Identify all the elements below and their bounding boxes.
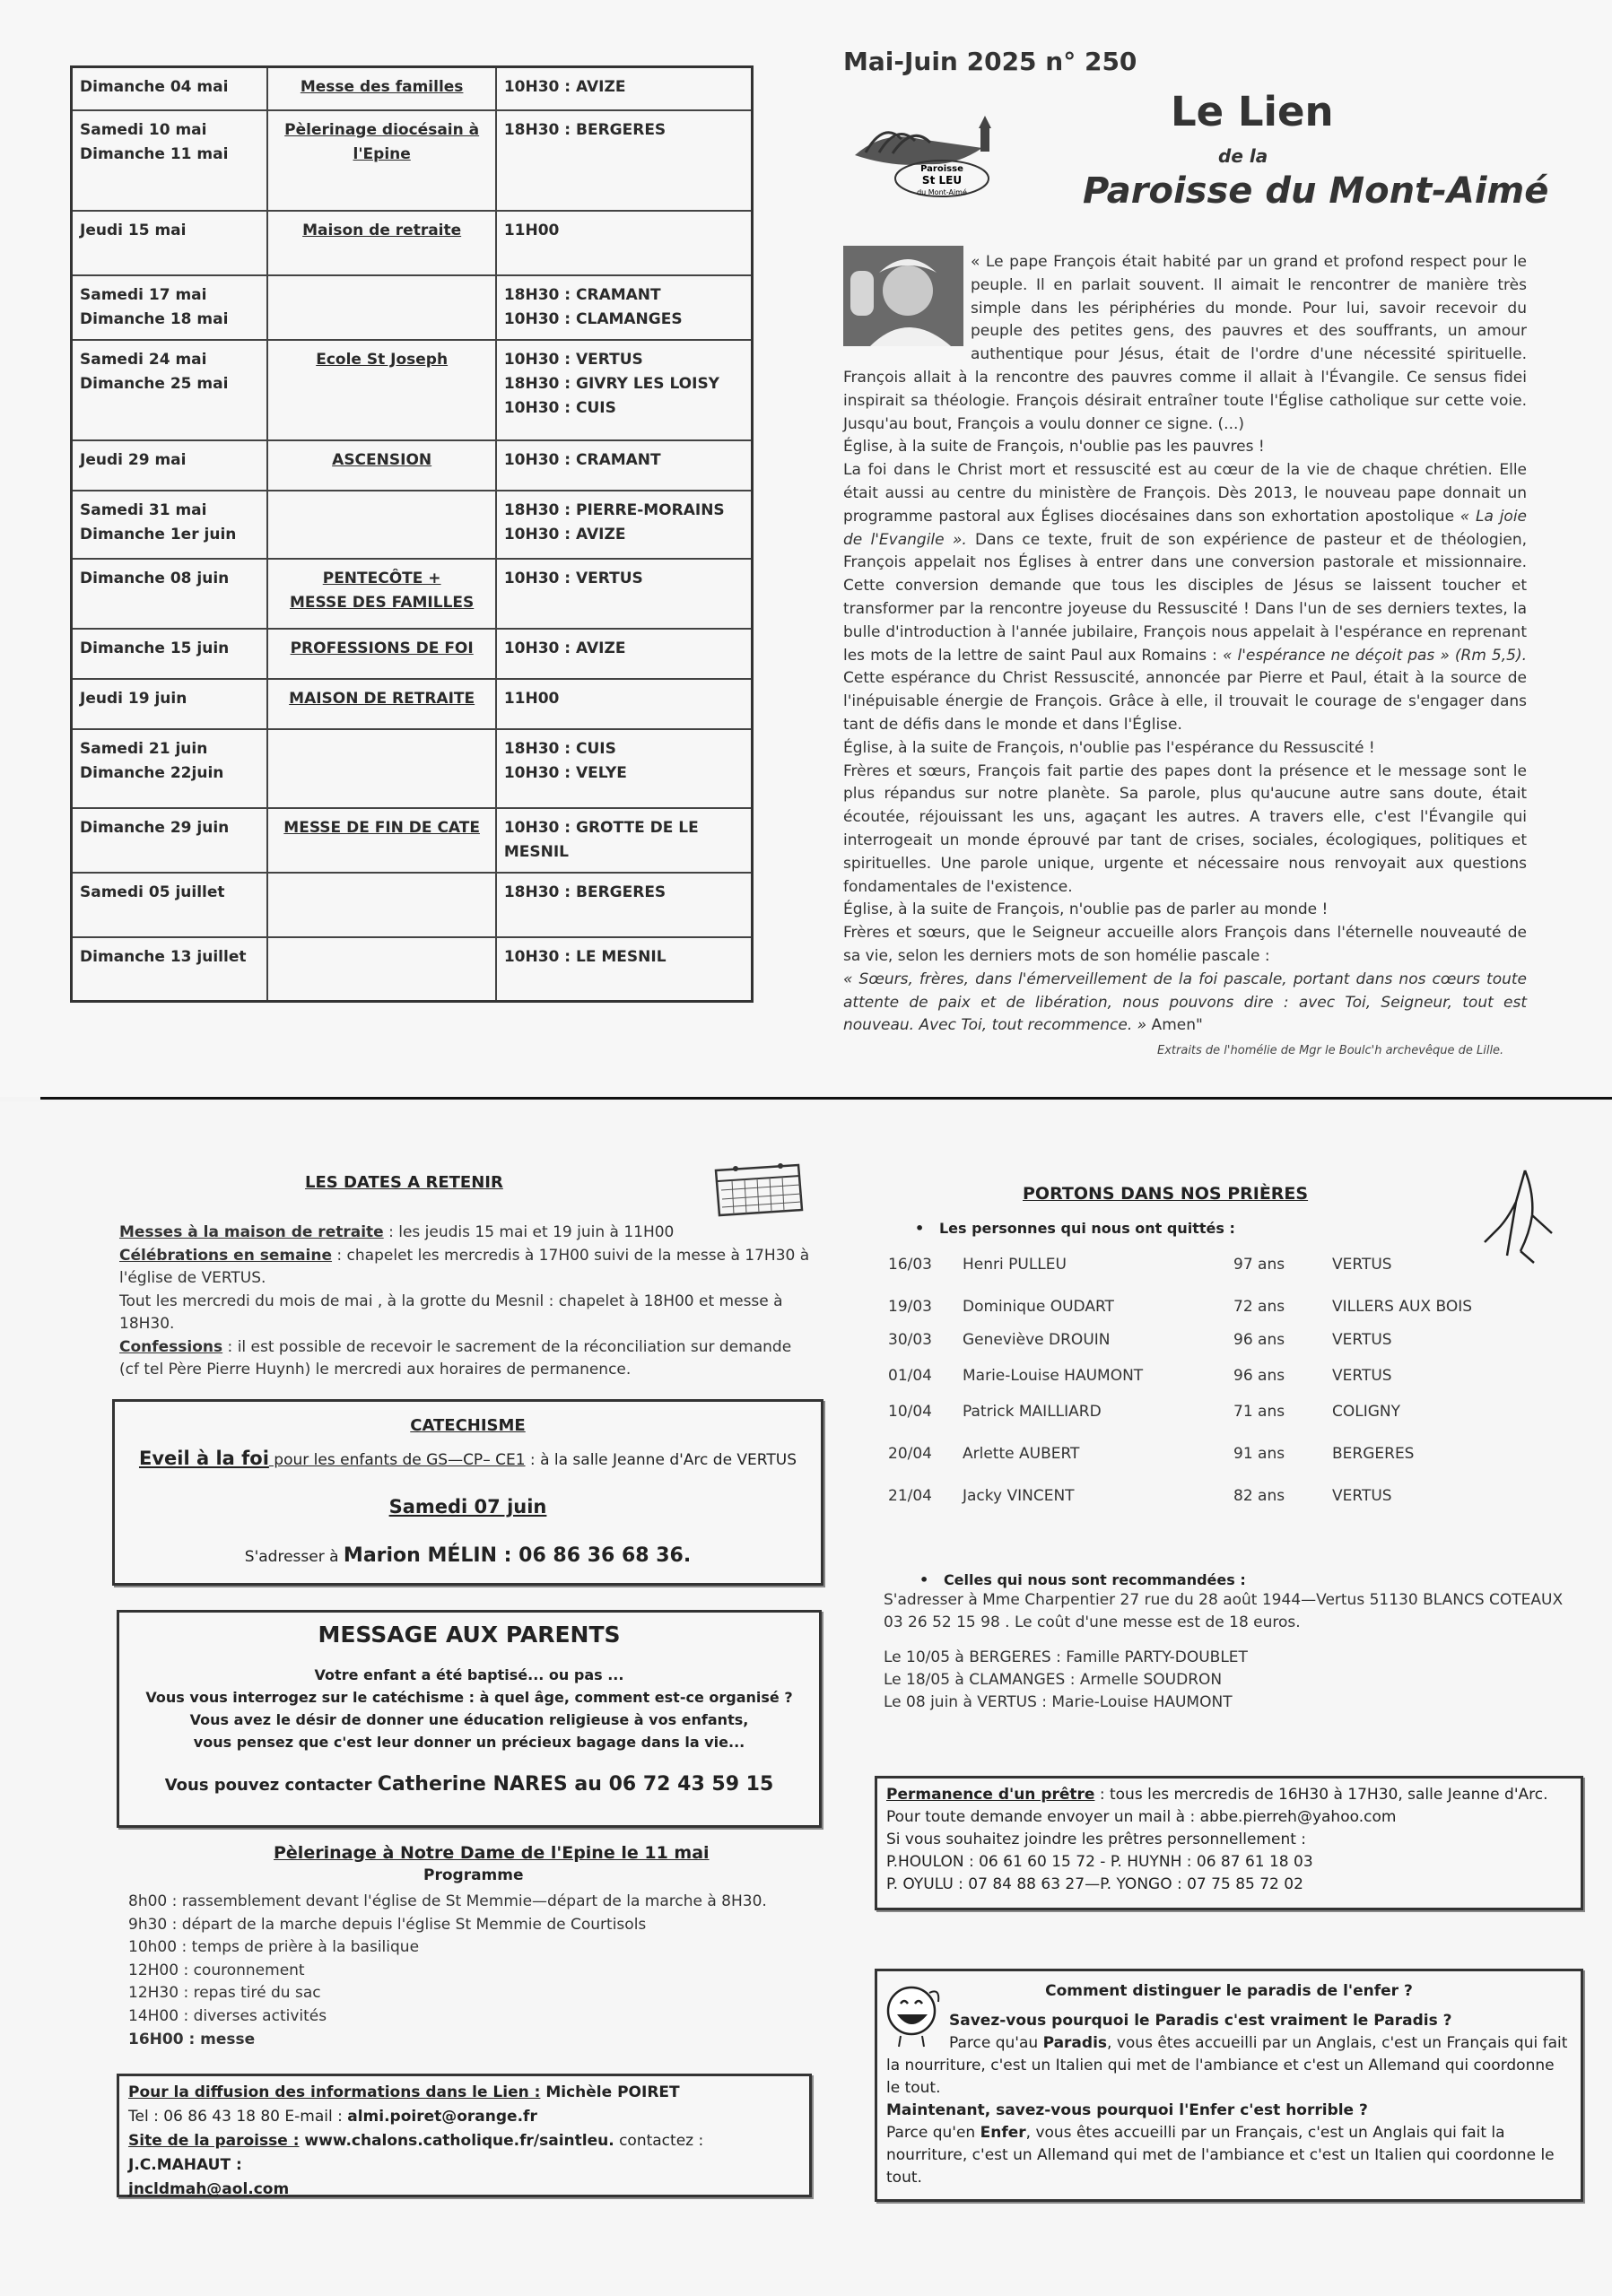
joke-a1-pre: Parce qu'au: [949, 2034, 1043, 2052]
msg-line: Vous avez le désir de donner une éducation religieuse à vos enfants,: [189, 1711, 749, 1728]
logo-text-2: St LEU: [921, 174, 963, 187]
death-row: [888, 1403, 1516, 1426]
schedule-event: [267, 729, 495, 808]
perm-text: : tous les mercredis de 16H30 à 17H30, salle Jeanne d'Arc.: [1094, 1786, 1548, 1804]
schedule-event: [267, 440, 495, 491]
death-age: 97 ans: [1233, 1256, 1285, 1274]
cate-date: Samedi 07 juin: [388, 1496, 547, 1518]
joke-a2-pre: Parce qu'en: [886, 2124, 980, 2142]
reco-item: Le 18/05 à CLAMANGES : Armelle SOUDRON: [884, 1671, 1223, 1689]
article-p8b: Amen": [1146, 1016, 1203, 1035]
death-place: VERTUS: [1332, 1487, 1392, 1505]
schedule-mass-line: 11H00: [503, 689, 560, 708]
schedule-event-line: Pèlerinage diocésain à: [284, 120, 480, 139]
diff-name: Michèle POIRET: [540, 2083, 680, 2101]
dates-l1-label: Messes à la maison de retraite: [119, 1223, 384, 1241]
death-place: VILLERS AUX BOIS: [1332, 1298, 1473, 1316]
schedule-row: [72, 808, 753, 873]
schedule-mass: [496, 729, 753, 808]
praying-hands-icon: [1480, 1166, 1561, 1265]
schedule-row: [72, 275, 753, 340]
schedule-mass-line: 18H30 : CUIS: [503, 739, 616, 758]
schedule-mass: [496, 340, 753, 440]
death-name: Arlette AUBERT: [963, 1445, 1080, 1463]
schedule-day: [72, 937, 268, 1002]
diffusion-box: [117, 2074, 812, 2197]
pel-item-last: 16H00 : messe: [128, 2030, 256, 2048]
dates-l2-text: : chapelet les mercredis à 17H00 suivi de la messe à 17H30 à l'église de VERTUS.: [119, 1246, 810, 1287]
schedule-day-line: Samedi 31 mai: [80, 500, 207, 519]
title-de-la: de la: [1218, 145, 1268, 167]
pel-item: 14H00 : diverses activités: [128, 2006, 327, 2025]
homily-article: [843, 251, 1527, 1038]
reco-item: Le 10/05 à BERGERES : Famille PARTY-DOUBLET: [884, 1648, 1248, 1666]
dates-l4-text: : il est possible de recevoir le sacrement de la réconciliation sur demande (cf tel Père Pierre Huynh) le mercredi aux horaires de permanence.: [119, 1337, 792, 1378]
prieres-title: PORTONS DANS NOS PRIÈRES: [1023, 1184, 1309, 1204]
msg-line: vous pensez que c'est leur donner un précieux bagage dans la vie...: [193, 1734, 745, 1751]
msg-title: MESSAGE AUX PARENTS: [318, 1622, 621, 1648]
cate-contact-pre: S'adresser à: [244, 1548, 344, 1566]
schedule-day-line: Samedi 21 juin: [80, 739, 208, 758]
schedule-day-line: Dimanche 1er juin: [80, 525, 237, 544]
article-p1: « Le pape François était habité par un grand et profond respect pour le peuple. Il en parlait souvent. Il aimait le rencontrer de manière très simple dans les périphéries du monde. Pour lui, savoir recevoir du peuple des petites gens, des pauvres et des souffrants, un amour authentique pour Jésus, était de l'ordre d'une nécessité spirituelle. François allait à la rencontre des pauvres comme il allait à l'Évangile. Ce sensus fidei inspirait sa théologie. François désirait entraîner toute l'Église catholique sur cette voie. Jusqu'au bout, François a voulu donner ce signe. (...): [843, 253, 1527, 433]
title-paroisse: Paroisse du Mont-Aimé: [1083, 170, 1549, 212]
schedule-day: [72, 729, 268, 808]
schedule-mass-line: 10H30 : VERTUS: [503, 569, 643, 587]
pelerinage-subtitle: Programme: [423, 1866, 524, 1884]
joke-a1-rest: , vous êtes accueilli par un Anglais, c'est un Français qui fait la nourriture, c'est un Italien qui met de l'ambiance et c'est un Allemand qui coordonne le tout.: [886, 2034, 1568, 2097]
article-credit: Extraits de l'homélie de Mgr le Boulc'h archevêque de Lille.: [1157, 1044, 1504, 1057]
schedule-day: [72, 275, 268, 340]
schedule-mass-line: 10H30 : AVIZE: [503, 639, 626, 657]
schedule-mass: [496, 440, 753, 491]
death-row: [888, 1298, 1516, 1321]
death-row: [888, 1367, 1516, 1390]
joke-a2-rest: , vous êtes accueilli par un Français, c'est un Anglais qui fait la nourriture, c'est un Allemand qui met de l'ambiance et c'est un Italien qui coordonne le tout.: [886, 2124, 1555, 2187]
schedule-event-line: MAISON DE RETRAITE: [289, 689, 475, 708]
reco-item: Le 08 juin à VERTUS : Marie-Louise HAUMONT: [884, 1693, 1233, 1711]
schedule-mass: [496, 679, 753, 729]
schedule-event: [267, 629, 495, 679]
article-p3b: « La joie de l'Evangile ».: [843, 507, 1527, 549]
schedule-event-line: MESSE DE FIN DE CATE: [283, 818, 480, 837]
article-p5: Frères et sœurs, François fait partie des papes dont la présence et le message sont le plus répandus sur notre planète. Sa parole, plus qu'aucune autre sans doute, était écoutée, réjouissant les uns, agaçant les autres. A travers elle, c'est l'Évangile qui interrogeait un monde éprouvé par tant de crises, sociales, écologiques, politiques et spirituelles. Une parole unique, urgente et nécessaire nous renvoyait aux questions fondamentales de l'existence.: [843, 761, 1527, 896]
death-age: 82 ans: [1233, 1487, 1285, 1505]
death-place: VERTUS: [1332, 1256, 1392, 1274]
quitte-heading: • Les personnes qui nous ont quittés :: [915, 1220, 1235, 1237]
schedule-day-line: Samedi 17 mai: [80, 285, 207, 304]
schedule-day: [72, 873, 268, 937]
schedule-event-line: MESSE DES FAMILLES: [290, 593, 475, 612]
joke-q2: Maintenant, savez-vous pourquoi l'Enfer c'est horrible ?: [886, 2101, 1368, 2119]
schedule-event-line: Maison de retraite: [302, 221, 462, 239]
schedule-mass-line: 10H30 : VERTUS: [503, 350, 643, 369]
death-date: 21/04: [888, 1487, 932, 1505]
schedule-row: [72, 937, 753, 1002]
contact-mail[interactable]: jncldmah@aol.com: [128, 2180, 290, 2198]
article-p3e: Cette espérance du Christ Ressuscité, annoncée par Pierre et Paul, était à la source de l'inépuisable énergie de François. Grâce à elle, il trouvait le courage de s'engager dans tant de défis dans le monde et dans l'Église.: [843, 669, 1527, 734]
schedule-day-line: Samedi 10 mai: [80, 120, 207, 139]
schedule-row: [72, 729, 753, 808]
pelerinage-title: Pèlerinage à Notre Dame de l'Epine le 11 mai: [274, 1843, 710, 1863]
schedule-event: [267, 67, 495, 110]
article-p4: Église, à la suite de François, n'oublie pas l'espérance du Ressuscité !: [843, 738, 1375, 757]
schedule-mass-line: 10H30 : AVIZE: [503, 525, 626, 544]
schedule-day: [72, 340, 268, 440]
article-p7: Frères et sœurs, que le Seigneur accueille alors François dans l'éternelle nouveauté de sa vie, selon les derniers mots de son homélie pascale :: [843, 924, 1527, 965]
logo-text-1: Paroisse: [920, 164, 963, 174]
schedule-mass-line: 10H30 : VELYE: [503, 763, 627, 782]
site-label: Site de la paroisse :: [128, 2132, 300, 2150]
schedule-row: [72, 679, 753, 729]
joke-a1-bold: Paradis: [1042, 2034, 1108, 2052]
issue-number: Mai-Juin 2025 n° 250: [843, 47, 1137, 76]
schedule-mass-line: 18H30 : BERGERES: [503, 883, 667, 901]
perm-label: Permanence d'un prêtre: [886, 1786, 1095, 1804]
schedule-event: [267, 491, 495, 559]
schedule-row: [72, 440, 753, 491]
schedule-event: [267, 110, 495, 211]
schedule-event: [267, 275, 495, 340]
schedule-day: [72, 808, 268, 873]
schedule-day-line: Dimanche 11 mai: [80, 144, 229, 163]
article-p2: Église, à la suite de François, n'oublie pas les pauvres !: [843, 438, 1265, 457]
death-row: [888, 1331, 1516, 1354]
perm-line: P. OYULU : 07 84 88 63 27—P. YONGO : 07 75 85 72 02: [886, 1875, 1303, 1893]
death-place: COLIGNY: [1332, 1403, 1401, 1421]
cate-contact-name: Marion MÉLIN : 06 86 36 68 36.: [343, 1544, 692, 1567]
title-le-lien: Le Lien: [1171, 88, 1334, 135]
schedule-mass: [496, 937, 753, 1002]
death-name: Dominique OUDART: [963, 1298, 1114, 1316]
death-place: VERTUS: [1332, 1331, 1392, 1349]
calendar-icon: [709, 1161, 807, 1217]
article-p8: « Sœurs, frères, dans l'émerveillement de la foi pascale, portant dans nos cœurs toute attente de paix et de libération, nous pouvons dire : avec Toi, Seigneur, tout est nouveau. Avec Toi, tout recommence. »: [843, 970, 1527, 1035]
permanence-box: [875, 1776, 1583, 1910]
schedule-mass-line: 18H30 : GIVRY LES LOISY: [503, 374, 719, 393]
schedule-mass: [496, 211, 753, 275]
pope-photo-icon: [843, 246, 963, 346]
death-date: 19/03: [888, 1298, 932, 1316]
site-contact-name: J.C.MAHAUT :: [128, 2156, 242, 2174]
schedule-day: [72, 440, 268, 491]
reco-heading: • Celles qui nous sont recommandées :: [919, 1571, 1246, 1588]
dates-block: [119, 1222, 810, 1382]
top-page: [0, 0, 1612, 1097]
pel-item: 10h00 : temps de prière à la basilique: [128, 1938, 420, 1957]
death-row: [888, 1487, 1516, 1510]
death-age: 96 ans: [1233, 1331, 1285, 1349]
cate-place: : à la salle Jeanne d'Arc de VERTUS: [525, 1451, 797, 1469]
schedule-day-line: Jeudi 29 mai: [80, 450, 187, 469]
schedule-mass: [496, 110, 753, 211]
schedule-day: [72, 629, 268, 679]
msg-line: Votre enfant a été baptisé... ou pas ...: [314, 1666, 624, 1683]
schedule-day-line: Samedi 24 mai: [80, 350, 207, 369]
schedule-day-line: Dimanche 18 mai: [80, 309, 229, 328]
schedule-mass-line: 10H30 : CRAMANT: [503, 450, 661, 469]
schedule-table: [70, 65, 754, 1003]
schedule-day-line: Dimanche 15 juin: [80, 639, 230, 657]
joke-q1: Savez-vous pourquoi le Paradis c'est vraiment le Paradis ?: [949, 2012, 1452, 2030]
death-name: Henri PULLEU: [963, 1256, 1067, 1274]
schedule-event: [267, 211, 495, 275]
schedule-mass-line: 18H30 : BERGERES: [503, 120, 667, 139]
schedule-day-line: Dimanche 29 juin: [80, 818, 230, 837]
schedule-mass-line: 18H30 : CRAMANT: [503, 285, 661, 304]
dates-title: LES DATES A RETENIR: [305, 1173, 503, 1192]
perm-line: Pour toute demande envoyer un mail à : abbe.pierreh@yahoo.com: [886, 1808, 1397, 1826]
schedule-row: [72, 340, 753, 440]
schedule-mass-line: 10H30 : GROTTE DE LE MESNIL: [503, 818, 699, 861]
schedule-mass-line: 10H30 : CUIS: [503, 398, 616, 417]
schedule-event: [267, 808, 495, 873]
schedule-event: [267, 873, 495, 937]
schedule-row: [72, 110, 753, 211]
schedule-mass-line: 10H30 : AVIZE: [503, 78, 626, 96]
pel-item: 8h00 : rassemblement devant l'église de St Memmie—départ de la marche à 8H30.: [128, 1892, 767, 1910]
schedule-mass: [496, 629, 753, 679]
schedule-event-line: l'Epine: [353, 144, 411, 163]
schedule-day: [72, 211, 268, 275]
pel-item: 12H30 : repas tiré du sac: [128, 1984, 321, 2003]
schedule-event-line: Messe des familles: [300, 78, 464, 96]
schedule-day: [72, 491, 268, 559]
death-place: VERTUS: [1332, 1367, 1392, 1385]
article-p6: Église, à la suite de François, n'oublie pas de parler au monde !: [843, 900, 1329, 919]
schedule-row: [72, 873, 753, 937]
schedule-day-line: Jeudi 19 juin: [80, 689, 187, 708]
death-age: 96 ans: [1233, 1367, 1285, 1385]
reco-block: [884, 1589, 1574, 1714]
schedule-row: [72, 559, 753, 629]
pel-item: 12H00 : couronnement: [128, 1961, 305, 1979]
perm-line: P.HOULON : 06 61 60 15 72 - P. HUYNH : 06 87 61 18 03: [886, 1853, 1313, 1871]
schedule-mass-line: 10H30 : CLAMANGES: [503, 309, 683, 328]
schedule-row: [72, 67, 753, 110]
death-date: 30/03: [888, 1331, 932, 1349]
death-name: Jacky VINCENT: [963, 1487, 1075, 1505]
schedule-day: [72, 559, 268, 629]
schedule-day: [72, 679, 268, 729]
death-name: Patrick MAILLIARD: [963, 1403, 1102, 1421]
joke-a2-bold: Enfer: [980, 2124, 1026, 2142]
article-p3a: La foi dans le Christ mort et ressuscité est au cœur de la vie de chaque chrétien. Elle était aussi au centre du ministère de François. Dès 2013, le nouveau pape donnait un programme pastoral aux Églises diocésaines dans son exhortation apostolique: [843, 461, 1527, 526]
article-p3d: « l'espérance ne déçoit pas » (Rm 5,5).: [1222, 646, 1527, 665]
schedule-day: [72, 67, 268, 110]
schedule-event: [267, 937, 495, 1002]
death-row: [888, 1445, 1516, 1468]
schedule-mass: [496, 873, 753, 937]
msg-contact-pre: Vous pouvez contacter: [164, 1776, 378, 1795]
death-date: 16/03: [888, 1256, 932, 1274]
schedule-event-line: PENTECÔTE +: [322, 569, 441, 587]
logo-text-3: du Mont-Aimé: [917, 188, 967, 196]
schedule-mass-line: 10H30 : LE MESNIL: [503, 947, 667, 966]
article-p3c: Dans ce texte, fruit de son expérience de pasteur et de théologien, François appelait nos Églises à entrer dans une conversion pastorale et missionnaire. Cette conversion demande que tous les disciples de Jésus se laissent toucher et transformer par la rencontre joyeuse du Ressuscité ! Dans l'un de ses derniers textes, la bulle d'introduction à l'année jubilaire, François nous appelait à l'espérance en reprenant les mots de la lettre de saint Paul aux Romains :: [843, 530, 1527, 665]
schedule-day-line: Dimanche 13 juillet: [80, 947, 247, 966]
parish-logo-icon: [848, 112, 1009, 202]
laughing-face-icon: [883, 1979, 945, 2050]
dates-l3: Tout les mercredi du mois de mai , à la grotte du Mesnil : chapelet à 18H00 et messe à 18H30.: [119, 1292, 783, 1333]
schedule-mass-line: 11H00: [503, 221, 560, 239]
msg-contact-name: Catherine NARES au 06 72 43 59 15: [377, 1773, 774, 1796]
pelerinage-programme: [128, 1891, 767, 2051]
diff-label: Pour la diffusion des informations dans le Lien :: [128, 2083, 541, 2101]
site-contact: contactez :: [614, 2132, 704, 2150]
death-date: 20/04: [888, 1445, 932, 1463]
schedule-day-line: Samedi 05 juillet: [80, 883, 225, 901]
cate-eveil-rest: pour les enfants de GS—CP– CE1: [268, 1451, 526, 1469]
catechisme-box: [112, 1399, 823, 1586]
schedule-mass: [496, 559, 753, 629]
schedule-mass: [496, 275, 753, 340]
schedule-mass: [496, 491, 753, 559]
death-age: 72 ans: [1233, 1298, 1285, 1316]
dates-l1-text: : les jeudis 15 mai et 19 juin à 11H00: [383, 1223, 675, 1241]
schedule-row: [72, 491, 753, 559]
schedule-event: [267, 559, 495, 629]
schedule-row: [72, 211, 753, 275]
message-parents-box: [117, 1610, 822, 1828]
schedule-mass-line: 18H30 : PIERRE-MORAINS: [503, 500, 725, 519]
diff-mail[interactable]: almi.poiret@orange.fr: [347, 2108, 537, 2126]
pel-item: 9h30 : départ de la marche depuis l'église St Memmie de Courtisols: [128, 1915, 647, 1934]
schedule-day-line: Dimanche 08 juin: [80, 569, 230, 587]
schedule-event-line: PROFESSIONS DE FOI: [290, 639, 474, 657]
schedule-event: [267, 340, 495, 440]
schedule-day-line: Dimanche 25 mai: [80, 374, 229, 393]
schedule-day-line: Dimanche 22juin: [80, 763, 224, 782]
death-date: 01/04: [888, 1367, 932, 1385]
schedule-event-line: ASCENSION: [332, 450, 432, 469]
diff-tel: Tel : 06 86 43 18 80 E-mail :: [128, 2108, 348, 2126]
msg-line: Vous vous interrogez sur le catéchisme : à quel âge, comment est-ce organisé ?: [145, 1689, 793, 1706]
death-place: BERGERES: [1332, 1445, 1415, 1463]
page-divider: [40, 1097, 1612, 1100]
death-age: 91 ans: [1233, 1445, 1285, 1463]
death-age: 71 ans: [1233, 1403, 1285, 1421]
schedule-day-line: Jeudi 15 mai: [80, 221, 187, 239]
schedule-event: [267, 679, 495, 729]
schedule-row: [72, 629, 753, 679]
perm-line: Si vous souhaitez joindre les prêtres personnellement :: [886, 1831, 1307, 1848]
reco-text: S'adresser à Mme Charpentier 27 rue du 28 août 1944—Vertus 51130 BLANCS COTEAUX 03 26 52 15 98 . Le coût d'une messe est de 18 euros.: [884, 1591, 1564, 1631]
dates-l2-label: Célébrations en semaine: [119, 1246, 333, 1265]
death-date: 10/04: [888, 1403, 932, 1421]
schedule-event-line: Ecole St Joseph: [316, 350, 449, 369]
joke-box: [875, 1969, 1583, 2202]
joke-title: Comment distinguer le paradis de l'enfer ?: [1045, 1982, 1413, 2000]
schedule-mass: [496, 808, 753, 873]
site-link[interactable]: www.chalons.catholique.fr/saintleu.: [299, 2132, 614, 2150]
dates-l4-label: Confessions: [119, 1337, 223, 1356]
schedule-mass: [496, 67, 753, 110]
death-row: [888, 1256, 1516, 1279]
schedule-day-line: Dimanche 04 mai: [80, 78, 229, 96]
death-name: Marie-Louise HAUMONT: [963, 1367, 1144, 1385]
death-name: Geneviève DROUIN: [963, 1331, 1111, 1349]
cate-title: CATECHISME: [410, 1416, 526, 1435]
cate-eveil: Eveil à la foi: [138, 1448, 269, 1469]
schedule-day: [72, 110, 268, 211]
